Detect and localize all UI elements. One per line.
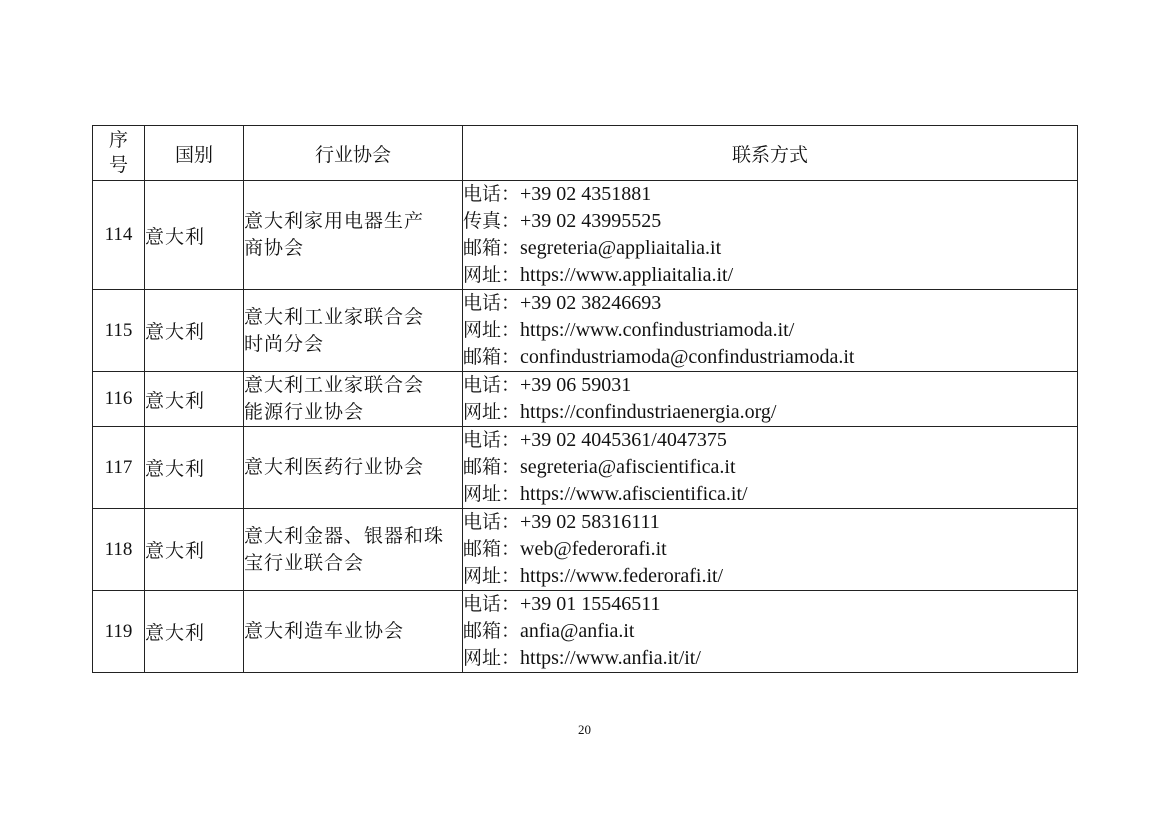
contact-line bbox=[463, 181, 1077, 208]
contact-label: 电话： bbox=[463, 511, 521, 533]
association-cell bbox=[244, 509, 463, 591]
contact-value: +39 01 15546511 bbox=[520, 593, 661, 615]
serial-number-cell: 114 bbox=[93, 181, 145, 290]
table-row bbox=[93, 372, 1078, 427]
header-association: 行业协会 bbox=[244, 126, 463, 181]
table-row bbox=[93, 509, 1078, 591]
contact-value: https://www.afiscientifica.it/ bbox=[520, 483, 748, 505]
contact-label: 邮箱： bbox=[463, 620, 521, 642]
serial-number-cell: 119 bbox=[93, 591, 145, 673]
contact-cell bbox=[463, 290, 1078, 372]
country-cell: 意大利 bbox=[145, 591, 244, 673]
association-name-line: 意大利工业家联合会 bbox=[244, 305, 425, 328]
contact-cell bbox=[463, 509, 1078, 591]
serial-number-cell: 117 bbox=[93, 427, 145, 509]
header-contact: 联系方式 bbox=[463, 126, 1078, 181]
table-row bbox=[93, 427, 1078, 509]
country-cell: 意大利 bbox=[145, 181, 244, 290]
contact-value: +39 02 4351881 bbox=[520, 183, 652, 205]
association-cell bbox=[244, 290, 463, 372]
contact-label: 邮箱： bbox=[463, 237, 521, 259]
contact-label: 网址： bbox=[463, 483, 521, 505]
contact-line bbox=[463, 290, 1077, 317]
table-body bbox=[93, 181, 1078, 673]
contact-label: 电话： bbox=[463, 374, 521, 396]
header-serial-line1: 序 bbox=[108, 129, 128, 151]
contact-line bbox=[463, 536, 1077, 563]
contact-line bbox=[463, 591, 1077, 618]
serial-number-cell: 118 bbox=[93, 509, 145, 591]
header-country: 国别 bbox=[145, 126, 244, 181]
contact-label: 邮箱： bbox=[463, 538, 521, 560]
page-number: 20 bbox=[578, 722, 591, 737]
association-cell bbox=[244, 427, 463, 509]
contact-label: 邮箱： bbox=[463, 456, 521, 478]
contact-line bbox=[463, 262, 1077, 289]
contact-value: +39 06 59031 bbox=[520, 374, 632, 396]
contact-line bbox=[463, 235, 1077, 262]
contact-label: 电话： bbox=[463, 593, 521, 615]
association-cell bbox=[244, 372, 463, 427]
contact-value: confindustriamoda@confindustriamoda.it bbox=[520, 346, 855, 368]
country-cell: 意大利 bbox=[145, 427, 244, 509]
contact-label: 网址： bbox=[463, 319, 521, 341]
contact-value: https://www.federorafi.it/ bbox=[520, 565, 724, 587]
association-name-line: 时尚分会 bbox=[244, 332, 325, 355]
contact-value: +39 02 58316111 bbox=[520, 511, 660, 533]
contact-label: 电话： bbox=[463, 183, 521, 205]
contact-value: https://www.anfia.it/it/ bbox=[520, 647, 701, 669]
contact-value: segreteria@afiscientifica.it bbox=[520, 456, 736, 478]
association-name-line: 意大利金器、银器和珠 bbox=[244, 524, 445, 547]
table-row bbox=[93, 290, 1078, 372]
contact-label: 网址： bbox=[463, 565, 521, 587]
contact-line bbox=[463, 563, 1077, 590]
contact-label: 网址： bbox=[463, 647, 521, 669]
contact-label: 传真： bbox=[463, 210, 521, 232]
country-cell: 意大利 bbox=[145, 509, 244, 591]
association-table bbox=[92, 125, 1078, 673]
association-cell bbox=[244, 591, 463, 673]
serial-number-cell: 116 bbox=[93, 372, 145, 427]
contact-line bbox=[463, 317, 1077, 344]
association-name-line: 意大利家用电器生产 bbox=[244, 210, 425, 232]
contact-line bbox=[463, 372, 1077, 399]
association-name-line: 能源行业协会 bbox=[244, 401, 365, 423]
contact-line bbox=[463, 618, 1077, 645]
contact-line bbox=[463, 399, 1077, 426]
contact-value: https://confindustriaenergia.org/ bbox=[520, 401, 777, 423]
contact-cell bbox=[463, 181, 1078, 290]
contact-value: segreteria@appliaitalia.it bbox=[520, 237, 722, 259]
country-cell: 意大利 bbox=[145, 372, 244, 427]
association-name-line: 意大利造车业协会 bbox=[244, 620, 405, 642]
contact-value: +39 02 43995525 bbox=[520, 210, 662, 232]
contact-line bbox=[463, 344, 1077, 371]
contact-value: +39 02 4045361/4047375 bbox=[520, 429, 727, 451]
table-row bbox=[93, 591, 1078, 673]
contact-cell bbox=[463, 427, 1078, 509]
association-name-line: 意大利医药行业协会 bbox=[244, 456, 425, 478]
contact-label: 电话： bbox=[463, 429, 521, 451]
contact-label: 网址： bbox=[463, 401, 521, 423]
association-name-line: 商协会 bbox=[244, 237, 305, 259]
contact-label: 网址： bbox=[463, 264, 521, 286]
header-serial-line2: 号 bbox=[108, 154, 128, 176]
association-name-line: 意大利工业家联合会 bbox=[244, 374, 425, 396]
table-row bbox=[93, 181, 1078, 290]
contact-line bbox=[463, 208, 1077, 235]
contact-value: +39 02 38246693 bbox=[520, 292, 662, 314]
contact-value: https://www.confindustriamoda.it/ bbox=[520, 319, 795, 341]
contact-line bbox=[463, 454, 1077, 481]
contact-line bbox=[463, 645, 1077, 672]
contact-cell bbox=[463, 372, 1078, 427]
contact-value: web@federorafi.it bbox=[520, 538, 667, 560]
association-cell bbox=[244, 181, 463, 290]
contact-label: 电话： bbox=[463, 292, 521, 314]
contact-label: 邮箱： bbox=[463, 346, 521, 368]
contact-line bbox=[463, 427, 1077, 454]
contact-line bbox=[463, 481, 1077, 508]
country-cell: 意大利 bbox=[145, 290, 244, 372]
contact-value: https://www.appliaitalia.it/ bbox=[520, 264, 734, 286]
contact-value: anfia@anfia.it bbox=[520, 620, 635, 642]
association-name-line: 宝行业联合会 bbox=[244, 551, 365, 574]
table-header-row bbox=[93, 126, 1078, 181]
contact-cell bbox=[463, 591, 1078, 673]
contact-line bbox=[463, 509, 1077, 536]
serial-number-cell: 115 bbox=[93, 290, 145, 372]
header-serial-number bbox=[93, 126, 145, 181]
